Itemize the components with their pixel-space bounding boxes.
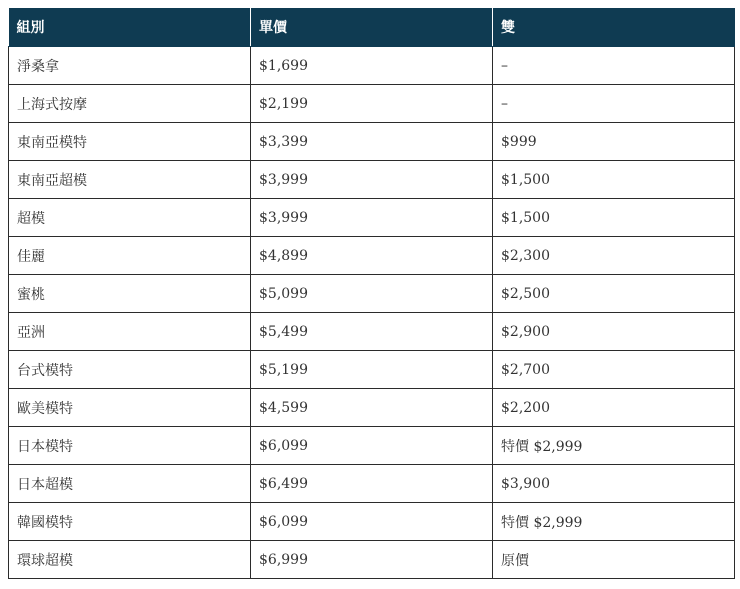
table-row (9, 275, 735, 313)
cell-group: 東南亞超模 (9, 161, 251, 199)
cell-double: $2,700 (493, 351, 735, 389)
table-row (9, 123, 735, 161)
table-header (9, 8, 735, 47)
table-row (9, 503, 735, 541)
cell-group: 台式模特 (9, 351, 251, 389)
cell-unit-price: $4,899 (251, 237, 493, 275)
table-row (9, 313, 735, 351)
column-header-unit-price: 單價 (251, 8, 493, 47)
cell-double: $3,900 (493, 465, 735, 503)
table-row (9, 161, 735, 199)
cell-group: 上海式按摩 (9, 85, 251, 123)
cell-group: 東南亞模特 (9, 123, 251, 161)
table-row (9, 541, 735, 579)
cell-unit-price: $3,999 (251, 161, 493, 199)
table-row (9, 427, 735, 465)
cell-unit-price: $5,099 (251, 275, 493, 313)
price-table-container (8, 8, 735, 579)
cell-double: $999 (493, 123, 735, 161)
cell-double: – (493, 85, 735, 123)
cell-unit-price: $6,999 (251, 541, 493, 579)
column-header-double: 雙 (493, 8, 735, 47)
cell-double: $2,200 (493, 389, 735, 427)
cell-unit-price: $5,199 (251, 351, 493, 389)
table-row (9, 47, 735, 85)
price-table (8, 8, 735, 579)
table-row (9, 85, 735, 123)
cell-double: 特價 $2,999 (493, 503, 735, 541)
cell-group: 韓國模特 (9, 503, 251, 541)
cell-unit-price: $6,099 (251, 503, 493, 541)
cell-double: $2,300 (493, 237, 735, 275)
cell-double: $2,900 (493, 313, 735, 351)
cell-unit-price: $4,599 (251, 389, 493, 427)
cell-double: $2,500 (493, 275, 735, 313)
cell-group: 日本超模 (9, 465, 251, 503)
cell-group: 歐美模特 (9, 389, 251, 427)
table-row (9, 389, 735, 427)
cell-group: 佳麗 (9, 237, 251, 275)
table-row (9, 351, 735, 389)
cell-group: 蜜桃 (9, 275, 251, 313)
cell-group: 淨桑拿 (9, 47, 251, 85)
table-row (9, 465, 735, 503)
cell-double: 特價 $2,999 (493, 427, 735, 465)
cell-group: 日本模特 (9, 427, 251, 465)
cell-unit-price: $3,999 (251, 199, 493, 237)
column-header-group: 組別 (9, 8, 251, 47)
cell-group: 環球超模 (9, 541, 251, 579)
table-body (9, 47, 735, 579)
cell-unit-price: $6,099 (251, 427, 493, 465)
cell-unit-price: $6,499 (251, 465, 493, 503)
cell-unit-price: $5,499 (251, 313, 493, 351)
table-row (9, 237, 735, 275)
cell-group: 亞洲 (9, 313, 251, 351)
cell-double: $1,500 (493, 199, 735, 237)
cell-group: 超模 (9, 199, 251, 237)
cell-unit-price: $2,199 (251, 85, 493, 123)
cell-unit-price: $3,399 (251, 123, 493, 161)
table-row (9, 199, 735, 237)
cell-double: – (493, 47, 735, 85)
cell-double: $1,500 (493, 161, 735, 199)
cell-double: 原價 (493, 541, 735, 579)
header-row (9, 8, 735, 47)
cell-unit-price: $1,699 (251, 47, 493, 85)
